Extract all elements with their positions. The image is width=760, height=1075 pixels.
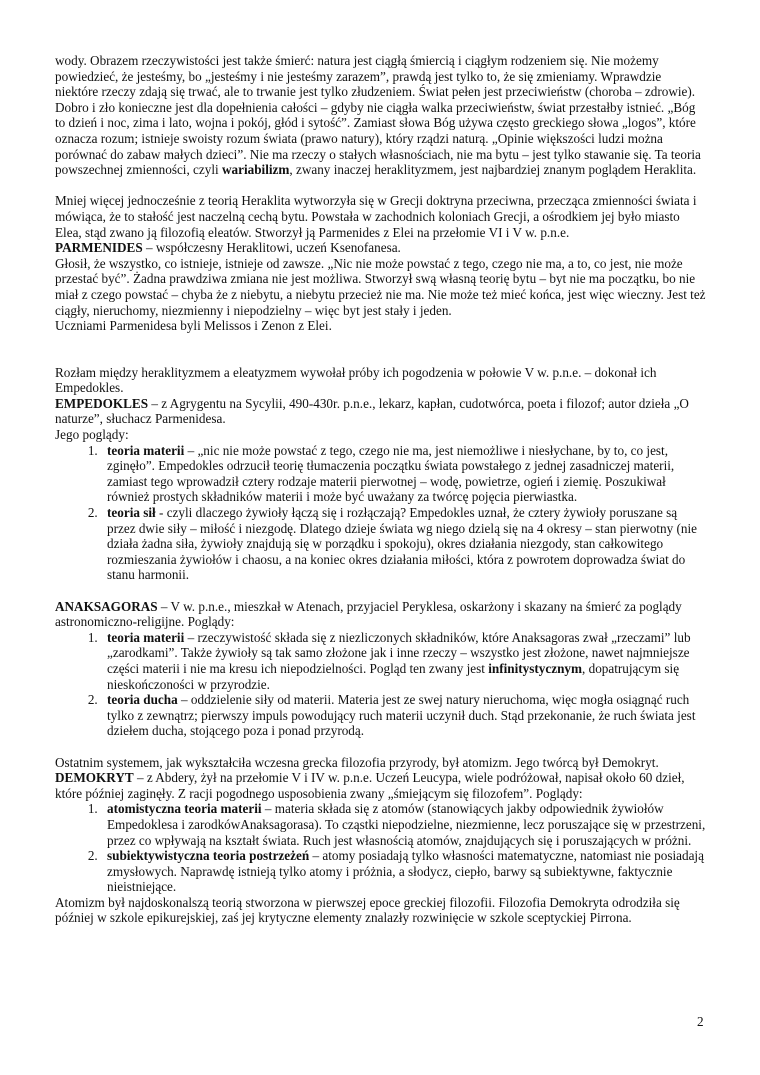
anaksagoras-name: ANAKSAGORAS (55, 598, 158, 614)
atomism-intro-paragraph: Ostatnim systemem, jak wykształciła wczesna grecka filozofia przyrody, był atomizm. Jego twórcą był Demokryt. (55, 754, 659, 770)
parmenides-students: Uczniami Parmenidesa byli Melissos i Zenon z Elei. (55, 318, 332, 334)
empedokles-views-label: Jego poglądy: (55, 427, 129, 443)
page-content (55, 53, 707, 926)
empedokles-name: EMPEDOKLES (55, 395, 149, 411)
demokryt-heading: DEMOKRYT – z Abdery, żył na przełomie V i IV w. p.n.e. Uczeń Leucypa, wiele podróżował, napisał około 60 dzieł, które później zaginęły. Z racji pogodnego usposobienia zwany „śmiejącym się filozofem”. Poglądy: (55, 770, 685, 801)
parmenides-paragraph: Głosił, że wszystko, co istnieje, istnieje od zawsze. „Nic nie może powstać z tego, czego nie ma, a to, co jest, nie może przestać być”. Żadna prawdziwa zmiana nie jest możliwa. Stworzył swą własną teorię bytu – byt nie ma początku, bo nie miał z czego powstać – chyba że z niebytu, a niebytu przecież nie ma. Nie może też mieć końca, jest więc wieczny. Jest też ciągły, nieruchomy, niezmienny i niepodzielny – więc byt jest stały i jeden. (55, 255, 706, 318)
demokryt-name: DEMOKRYT (55, 770, 134, 786)
conclusion-paragraph: Atomizm był najdoskonalszą teorią stworzona w pierwszej epoce greckiej filozofii. Filozofia Demokryta odrodziła się później w szkole epikurejskiej, zaś jej krytyczne elementy znalazły rozwinięcie w szkole sceptyckiej Pirrona. (55, 894, 680, 926)
term-wariabilizm: wariabilizm (221, 162, 290, 178)
list-item: 1. atomistyczna teoria materii – materia składa się z atomów (stanowiących jakby odpowiednik żywiołów Empedoklesa i zarodkówAnaksagorasa). To cząstki niepodzielne, niezmienne, lecz poruszające się w przestrzeni, przez co wpływają na kształt świata. Ruch jest własnością atomów, znajdujących się i poruszających w próżni. (101, 801, 707, 848)
eleatic-intro-paragraph: Mniej więcej jednocześnie z teorią Heraklita wytworzyła się w Grecji doktryna przeciwna, przecząca zmienności świata i mówiąca, że to stałość jest naczelną cechą bytu. Powstała w zachodnich koloniach Grecji, a ośrodkiem jej było miasto Elea, stąd zwano ją filozofią eleatów. Stworzył ją Parmenides z Elei na przełomie VI i V w. p.n.e. (55, 193, 697, 240)
page-number: 2 (697, 1014, 704, 1029)
split-intro-paragraph: Rozłam między heraklityzmem a eleatyzmem wywołał próby ich pogodzenia w połowie V w. p.n.e. – dokonał ich Empedokles. (55, 364, 657, 396)
empedokles-heading: EMPEDOKLES – z Agrygentu na Sycylii, 490-430r. p.n.e., lekarz, kapłan, cudotwórca, poeta i filozof; autor dzieła „O naturze”, słuchacz Parmenidesa. (55, 395, 689, 427)
list-item: 2. teoria sił - czyli dlaczego żywioły łączą się i rozłączają? Empedokles uznał, że cztery żywioły poruszane są przez dwie siły – miłość i niezgodę. Dlatego dzieje świata wg niego dzielą się na 4 okresy – stan pierwotny (nie działa żadna siła, żywioły znajdują się w porządku i spokoju), okres działania niezgody, stan całkowitego rozmieszania żywiołów i chaosu, a na koniec okres działania miłości, która z powrotem doprowadza świat do stanu harmonii. (101, 505, 707, 583)
parmenides-heading: PARMENIDES – współczesny Heraklitowi, uczeń Ksenofanesa. (55, 240, 401, 256)
list-item: 2. subiektywistyczna teoria postrzeżeń – atomy posiadają tylko własności matematyczne, natomiast nie posiadają zmysłowych. Naprawdę istnieją tylko atomy i próżnia, a słodycz, ciepło, barwy są subiektywne, faktycznie nieistniejące. (101, 848, 707, 895)
heraclitus-paragraph: wody. Obrazem rzeczywistości jest także śmierć: natura jest ciągłą śmiercią i ciągłym rodzeniem się. Nie możemy powiedzieć, że jesteśmy, bo „jesteśmy i nie jesteśmy zarazem”, prawdą jest tylko to, że się zmieniamy. Wprawdzie niektóre rzeczy zdają się trwać, ale to trwanie jest tylko złudzeniem. Świat pełen jest przeciwieństw (choroba – zdrowie). Dobro i zło konieczne jest dla dopełnienia całości – gdyby nie ciągła walka przeciwieństw, świat przestałby istnieć. „Bóg to dzień i noc, zima i lato, wojna i pokój, głód i sytość”. Zamiast słowa Bóg używa często greckiego słowa „logos”, które oznacza rozum; istnieje swoisty rozum świata (prawo natury), który rządzi naturą. „Opinie większości ludzi można porównać do zabaw małych dzieci”. Nie ma rzeczy o stałych własnościach, nie ma bytu – jest tylko stawanie się. Ta teoria powszechnej zmienności, czyli wariabilizm, zwany inaczej heraklityzmem, jest najbardziej znanym poglądem Heraklita. (55, 53, 701, 178)
demokryt-list (55, 801, 707, 895)
list-item: 1. teoria materii – rzeczywistość składa się z niezliczonych składników, które Anaksagoras zwał „rzeczami” lub „zarodkami”. Także żywioły są tak samo złożone jak i inne rzeczy – wszystko jest złożone, nawet najmniejsze części materii i nie ma kresu ich niepodzielności. Pogląd ten zwany jest infinitystycznym, dopatrującym się nieskończoności w przyrodzie. (101, 630, 707, 692)
anaksagoras-list (55, 630, 707, 739)
parmenides-name: PARMENIDES (55, 240, 143, 256)
anaksagoras-heading: ANAKSAGORAS – V w. p.n.e., mieszkał w Atenach, przyjaciel Peryklesa, oskarżony i skazany na śmierć za poglądy astronomiczno-religijne. Poglądy: (55, 598, 682, 630)
list-item: 1. teoria materii – „nic nie może powstać z tego, czego nie ma, jest niemożliwe i niesłychane, by to, co jest, zginęło”. Empedokles odrzucił teorię tłumaczenia początku świata powstałego z jednej zasadniczej materii, zamiast tego wprowadził cztery rodzaje materii pierwotnej – wodę, powietrze, ogień i ziemię. Poszukiwał również prostych składników materii i może być uważany za twórcę pojęcia pierwiastka. (101, 443, 707, 505)
list-item: 2. teoria ducha – oddzielenie siły od materii. Materia jest ze swej natury nieruchoma, więc mogła osiągnąć ruch tylko z zewnątrz; pierwszy impuls powodujący ruch materii uczynił duch. Stąd przekonanie, że ruch świata jest dziełem ducha, stojącego poza i ponad przyrodą. (101, 692, 707, 739)
empedokles-list (55, 443, 707, 583)
